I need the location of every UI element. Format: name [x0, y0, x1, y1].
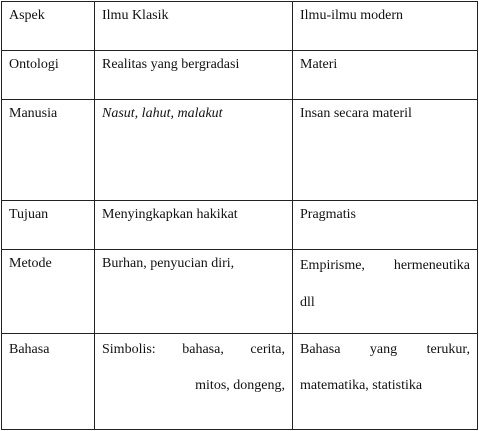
table-row	[2, 201, 478, 250]
header-label: Ilmu-ilmu modern	[300, 8, 404, 23]
cell-text: Materi	[300, 57, 338, 72]
table-row	[2, 250, 478, 334]
cell-text: Tujuan	[9, 207, 49, 222]
cell-text: Insan secara materil	[300, 106, 412, 121]
cell-modern	[293, 250, 478, 334]
cell-word: yang	[369, 342, 398, 357]
cell-aspek	[2, 334, 95, 430]
cell-word: Empirisme,	[300, 258, 365, 273]
cell-text: Bahasa	[9, 342, 50, 357]
cell-klasik	[95, 100, 293, 201]
cell-aspek	[2, 100, 95, 201]
cell-aspek	[2, 201, 95, 250]
header-cell-aspek	[2, 2, 95, 51]
comparison-table	[1, 1, 478, 430]
cell-word: hermeneutika	[393, 258, 470, 273]
justified-line	[102, 342, 285, 358]
cell-word: terukur,	[426, 342, 470, 357]
cell-word: Simbolis:	[102, 342, 156, 357]
cell-text: dll	[300, 295, 315, 310]
cell-text: Menyingkapkan hakikat	[102, 207, 238, 222]
cell-aspek	[2, 250, 95, 334]
cell-aspek	[2, 51, 95, 100]
table-row	[2, 334, 478, 430]
table-row	[2, 51, 478, 100]
cell-text: matematika, statistika	[300, 378, 423, 393]
cell-word: cerita,	[250, 342, 285, 357]
cell-klasik	[95, 201, 293, 250]
cell-modern	[293, 51, 478, 100]
cell-klasik	[95, 51, 293, 100]
cell-text: Pragmatis	[300, 207, 356, 222]
header-label: Ilmu Klasik	[102, 8, 169, 23]
cell-modern	[293, 100, 478, 201]
table-header-row	[2, 2, 478, 51]
cell-text: Burhan, penyucian diri,	[102, 256, 235, 271]
header-cell-ilmu-klasik	[95, 2, 293, 51]
header-label: Aspek	[9, 8, 45, 23]
header-cell-ilmu-modern	[293, 2, 478, 51]
cell-word: bahasa,	[182, 342, 224, 357]
justified-line	[300, 342, 470, 358]
cell-modern	[293, 201, 478, 250]
cell-klasik	[95, 250, 293, 334]
cell-text: Manusia	[9, 106, 58, 121]
cell-klasik	[95, 334, 293, 430]
cell-text: Metode	[9, 256, 52, 271]
cell-text: Realitas yang bergradasi	[102, 57, 240, 72]
cell-text: mitos, dongeng,	[195, 378, 285, 393]
cell-word: Bahasa	[300, 342, 341, 357]
cell-text: Ontologi	[9, 57, 59, 72]
table-row	[2, 100, 478, 201]
cell-modern	[293, 334, 478, 430]
cell-text: Nasut, lahut, malakut	[102, 106, 223, 121]
justified-line	[300, 258, 470, 274]
